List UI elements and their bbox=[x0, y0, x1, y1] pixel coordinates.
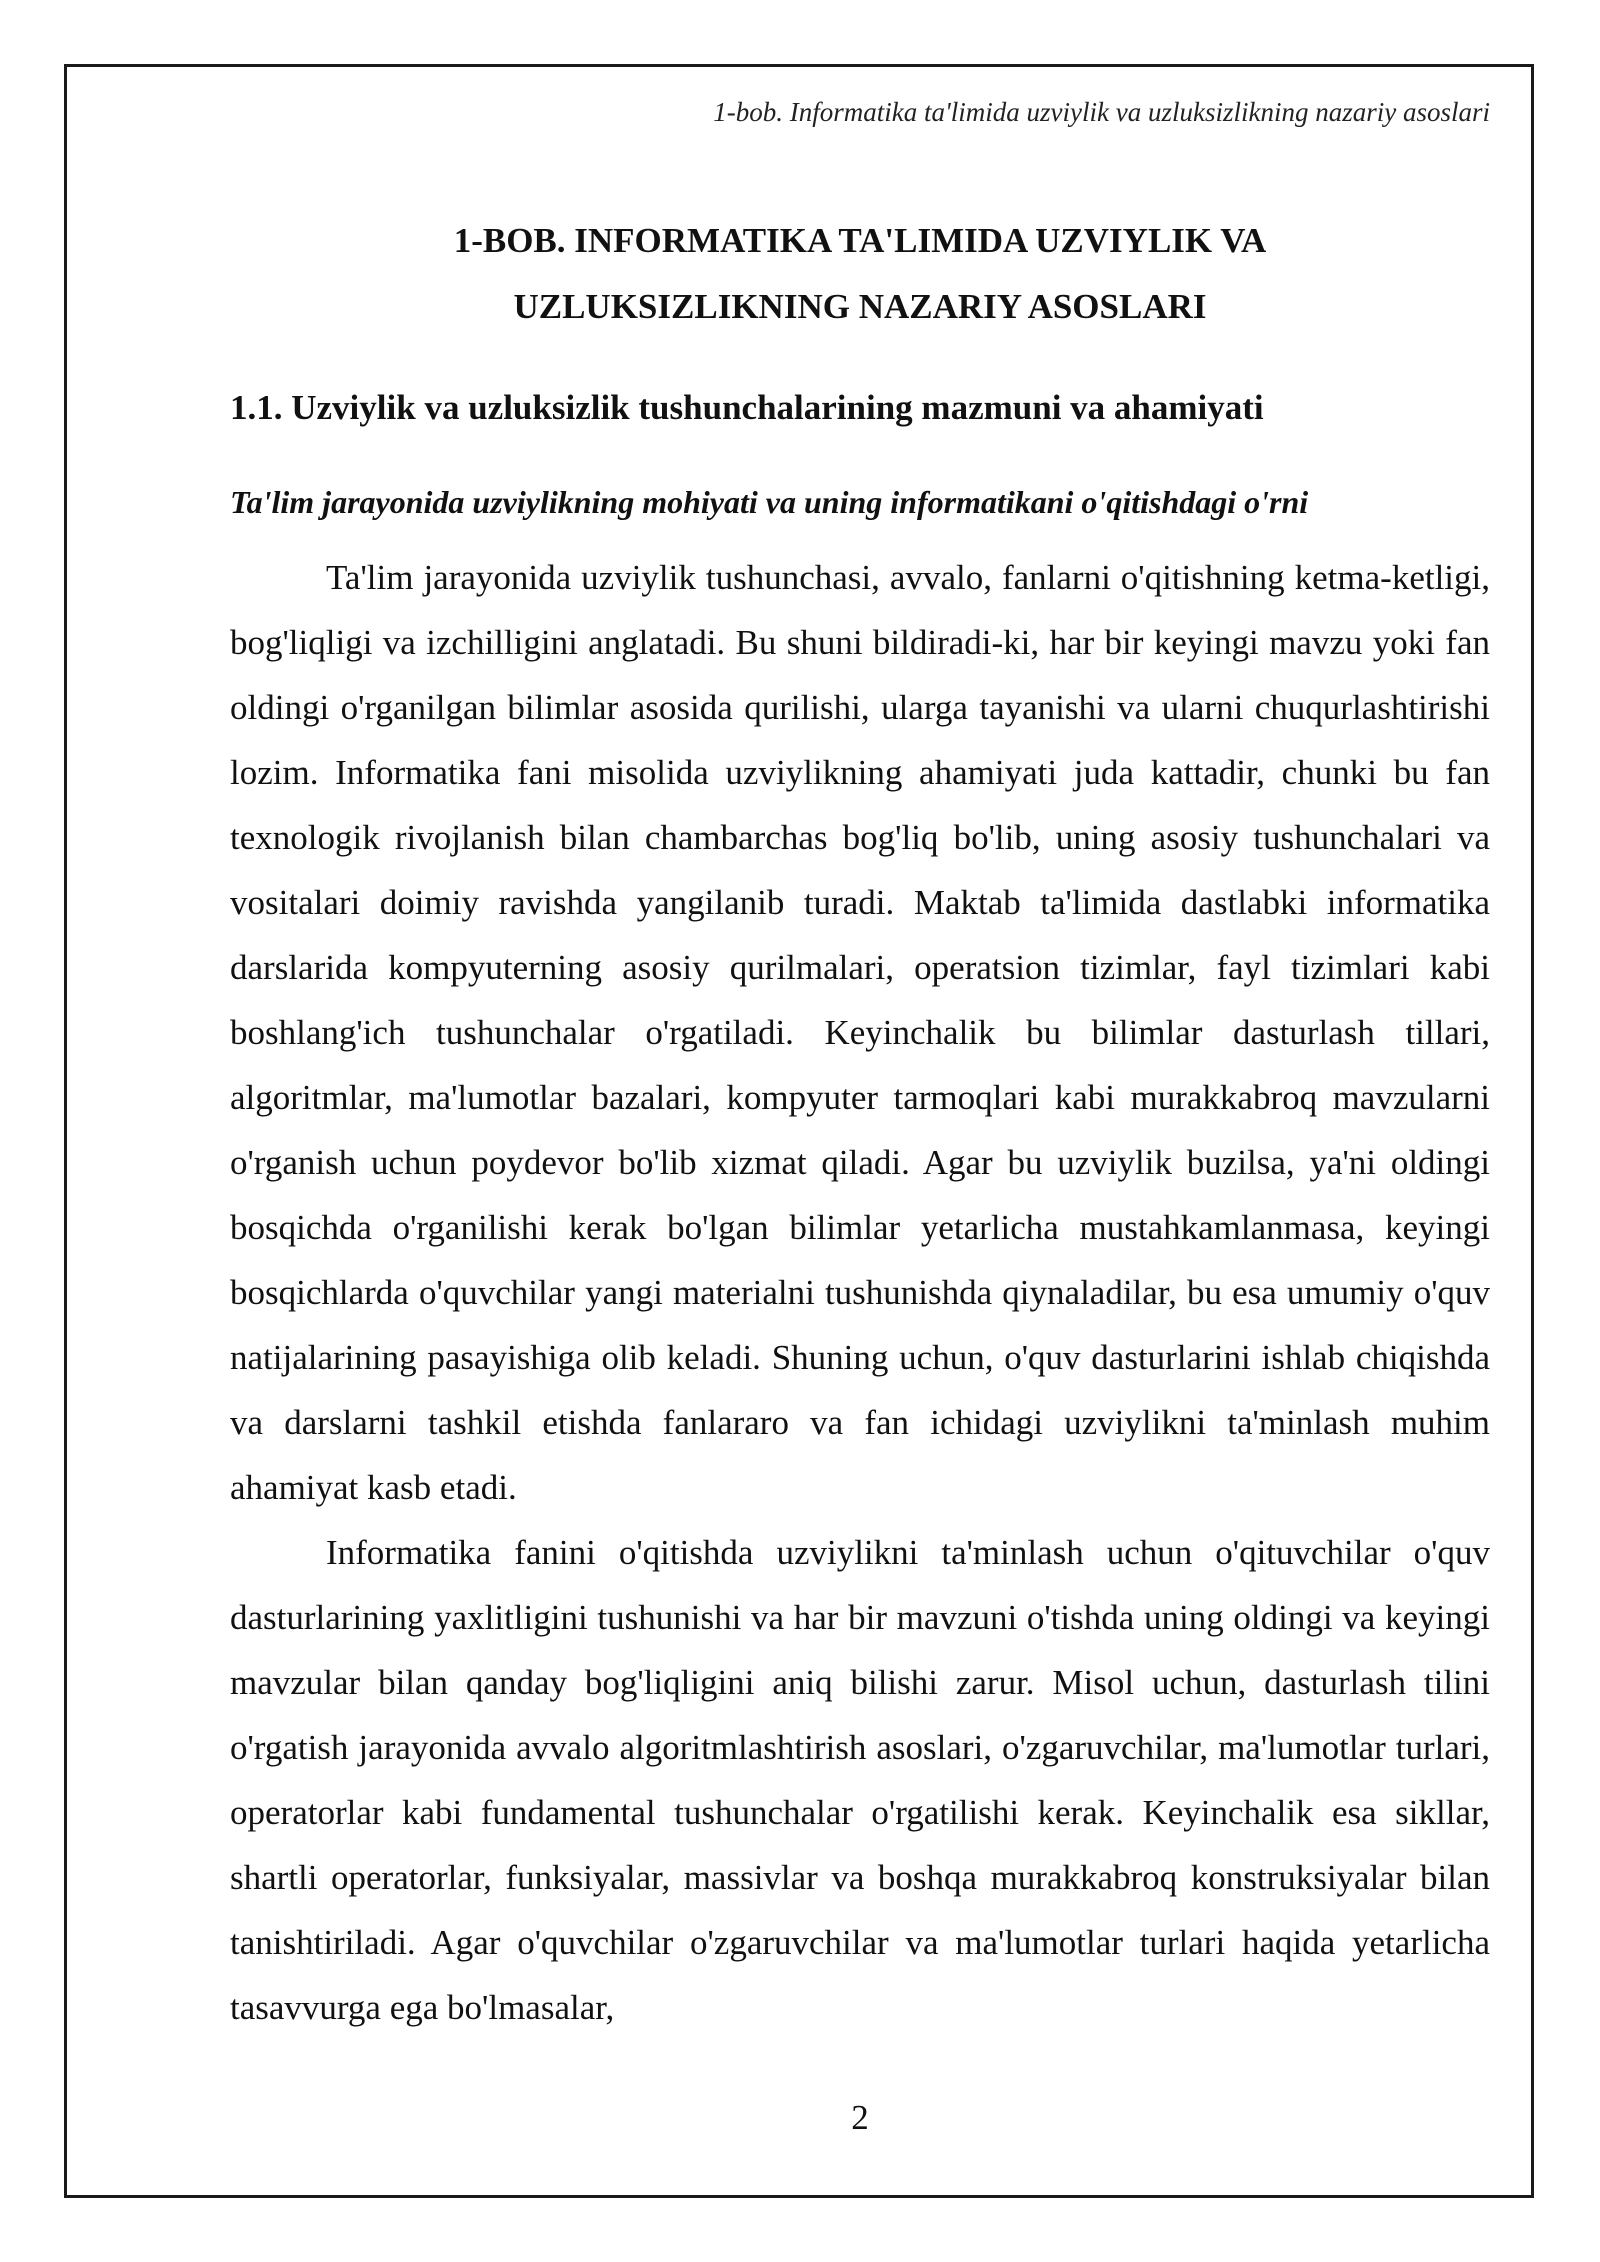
paragraph-2: Informatika fanini o'qitishda uzviylikni ta'minlash uchun o'qituvchilar o'quv dasturlarining yaxlitligini tushunishi va har bir mavzuni o'tishda uning oldingi va keyingi mavzular bilan qanday bog'liqligini aniq bilishi zarur. Misol uchun, dasturlash tilini o'rgatish jarayonida avvalo algoritmlashtirish asoslari, o'zgaruvchilar, ma'lumotlar turlari, operatorlar kabi fundamental tushunchalar o'rgatilishi kerak. Keyinchalik esa sikllar, shartli operatorlar, funksiyalar, massivlar va boshqa murakkabroq konstruksiyalar bilan tanishtiriladi. Agar o'quvchilar o'zgaruvchilar va ma'lumotlar turlari haqida yetarlicha tasavvurga ega bo'lmasalar, bbox=[230, 1533, 1490, 2027]
page-number: 2 bbox=[851, 2098, 869, 2137]
section-title: 1.1. Uzviylik va uzluksizlik tushunchalarining mazmuni va ahamiyati bbox=[230, 388, 1264, 427]
chapter-title-line-1: 1-BOB. INFORMATIKA TA'LIMIDA UZVIYLIK VA bbox=[453, 221, 1267, 260]
subsection-title: Ta'lim jarayonida uzviylikning mohiyati va uning informatikani o'qitishdagi o'rni bbox=[230, 484, 1309, 520]
body-text bbox=[230, 545, 1490, 2040]
chapter-title-line-2: UZLUKSIZLIKNING NAZARIY ASOSLARI bbox=[513, 287, 1207, 326]
chapter-title bbox=[230, 208, 1490, 340]
running-header: 1-bob. Informatika ta'limida uzviylik va uzluksizlikning nazariy asoslari bbox=[713, 97, 1490, 127]
paragraph-1: Ta'lim jarayonida uzviylik tushunchasi, avvalo, fanlarni o'qitishning ketma-ketligi, bog'liqligi va izchilligini anglatadi. Bu shuni bildiradi-ki, har bir keyingi mavzu yoki fan oldingi o'rganilgan bilimlar asosida qurilishi, ularga tayanishi va ularni chuqurlashtirishi lozim. Informatika fani misolida uzviylikning ahamiyati juda kattadir, chunki bu fan texnologik rivojlanish bilan chambarchas bog'liq bo'lib, uning asosiy tushunchalari va vositalari doimiy ravishda yangilanib turadi. Maktab ta'limida dastlabki informatika darslarida kompyuterning asosiy qurilmalari, operatsion tizimlar, fayl tizimlari kabi boshlang'ich tushunchalar o'rgatiladi. Keyinchalik bu bilimlar dasturlash tillari, algoritmlar, ma'lumotlar bazalari, kompyuter tarmoqlari kabi murakkabroq mavzularni o'rganish uchun poydevor bo'lib xizmat qiladi. Agar bu uzviylik buzilsa, ya'ni oldingi bosqichda o'rganilishi kerak bo'lgan bilimlar yetarlicha mustahkamlanmasa, keyingi bosqichlarda o'quvchilar yangi materialni tushunishda qiynaladilar, bu esa umumiy o'quv natijalarining pasayishiga olib keladi. Shuning uchun, o'quv dasturlarini ishlab chiqishda va darslarni tashkil etishda fanlararo va fan ichidagi uzviylikni ta'minlash muhim ahamiyat kasb etadi. bbox=[230, 558, 1490, 1507]
